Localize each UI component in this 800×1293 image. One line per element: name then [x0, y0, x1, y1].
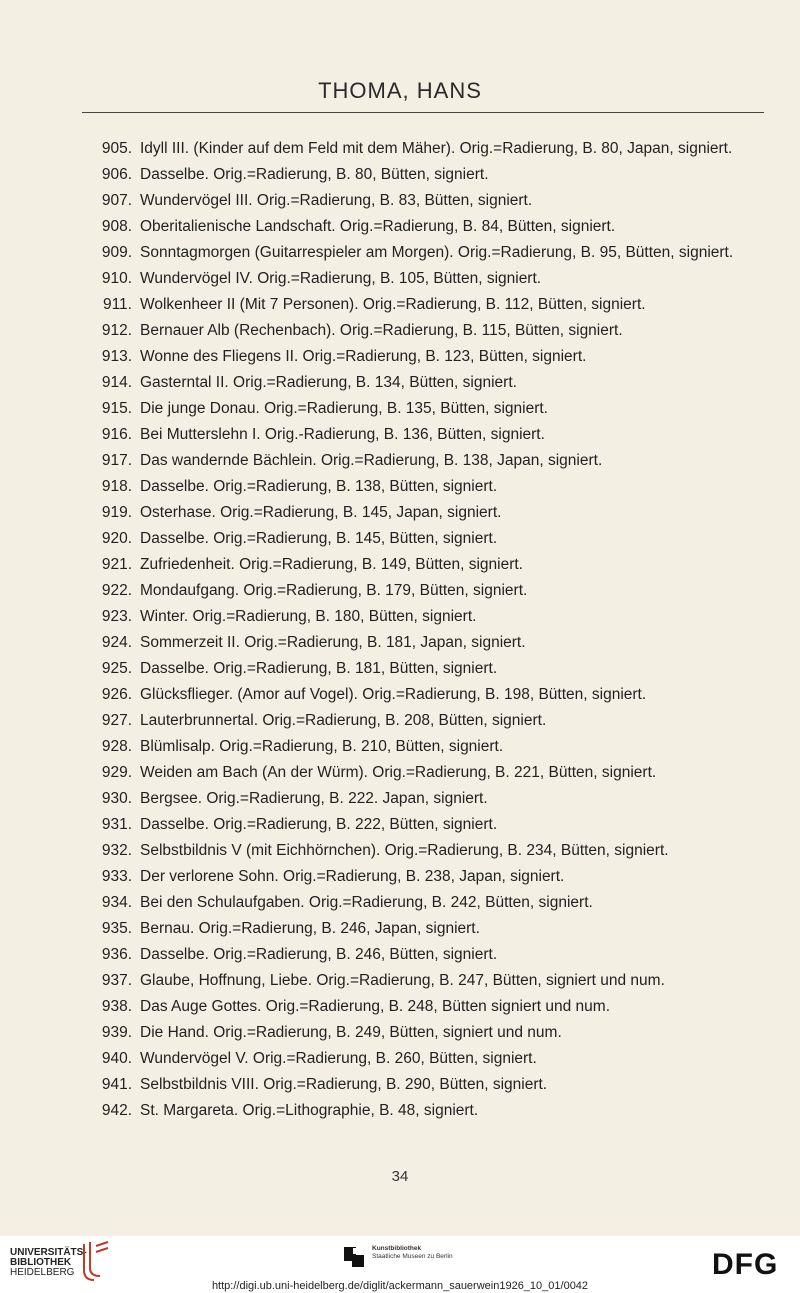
entry-text: Sommerzeit II. Orig.=Radierung, B. 181, Japan, signiert. [140, 634, 526, 651]
catalog-entry [88, 764, 770, 781]
catalog-entry [88, 140, 770, 157]
entry-text: Dasselbe. Orig.=Radierung, B. 138, Bütten, signiert. [140, 478, 498, 495]
entry-text: Wundervögel V. Orig.=Radierung, B. 260, Bütten, signiert. [140, 1050, 537, 1067]
entry-text: Wolkenheer II (Mit 7 Personen). Orig.=Radierung, B. 112, Bütten, signiert. [140, 296, 646, 313]
catalog-entry [88, 244, 770, 261]
kunstbibliothek-logo-icon [342, 1245, 366, 1269]
catalog-entry [88, 192, 770, 209]
entry-text: Bernau. Orig.=Radierung, B. 246, Japan, signiert. [140, 920, 480, 937]
entry-number: 927. [101, 712, 132, 729]
entry-text: Idyll III. (Kinder auf dem Feld mit dem Mäher). Orig.=Radierung, B. 80, Japan, signiert. [140, 140, 733, 157]
entry-text: Bergsee. Orig.=Radierung, B. 222. Japan, signiert. [140, 790, 488, 807]
catalog-entry [88, 1102, 770, 1119]
entry-number: 913. [101, 348, 132, 365]
catalog-entry [88, 322, 770, 339]
entry-text: Selbstbildnis VIII. Orig.=Radierung, B. 290, Bütten, signiert. [140, 1076, 548, 1093]
entry-text: Osterhase. Orig.=Radierung, B. 145, Japan, signiert. [140, 504, 502, 521]
entry-text: Der verlorene Sohn. Orig.=Radierung, B. 238, Japan, signiert. [140, 868, 565, 885]
catalog-entry [88, 348, 770, 365]
entry-text: Wundervögel IV. Orig.=Radierung, B. 105, Bütten, signiert. [140, 270, 542, 287]
entry-number: 905. [101, 140, 132, 157]
entry-text: Dasselbe. Orig.=Radierung, B. 80, Bütten, signiert. [140, 166, 489, 183]
entry-text: Selbstbildnis V (mit Eichhörnchen). Orig.=Radierung, B. 234, Bütten, signiert. [140, 842, 669, 859]
catalog-entry [88, 816, 770, 833]
catalog-entry [88, 504, 770, 521]
entry-number: 922. [101, 582, 132, 599]
catalog-entry [88, 790, 770, 807]
dfg-logo: DFG [712, 1248, 779, 1281]
catalog-entries [88, 140, 770, 1128]
catalog-entry [88, 530, 770, 547]
entry-number: 934. [101, 894, 132, 911]
catalog-entry [88, 426, 770, 443]
entry-number: 907. [101, 192, 132, 209]
entry-text: Glaube, Hoffnung, Liebe. Orig.=Radierung, B. 247, Bütten, signiert und num. [140, 972, 665, 989]
catalog-entry [88, 400, 770, 417]
entry-number: 915. [101, 400, 132, 417]
entry-number: 930. [101, 790, 132, 807]
entry-text: Das wandernde Bächlein. Orig.=Radierung, B. 138, Japan, signiert. [140, 452, 603, 469]
catalog-entry [88, 868, 770, 885]
entry-number: 908. [101, 218, 132, 235]
catalog-entry [88, 660, 770, 677]
entry-text: Die Hand. Orig.=Radierung, B. 249, Bütten, signiert und num. [140, 1024, 562, 1041]
page-header: THOMA, HANS [318, 78, 482, 103]
entry-number: 932. [101, 842, 132, 859]
source-url[interactable]: http://digi.ub.uni-heidelberg.de/diglit/ackermann_sauerwein1926_10_01/0042 [211, 1280, 589, 1292]
entry-text: Dasselbe. Orig.=Radierung, B. 181, Bütten, signiert. [140, 660, 498, 677]
entry-number: 919. [101, 504, 132, 521]
entry-number: 939. [101, 1024, 132, 1041]
catalog-entry [88, 166, 770, 183]
ub-heidelberg-label: UNIVERSITÄTS- BIBLIOTHEK HEIDELBERG [10, 1247, 87, 1278]
catalog-entry [88, 998, 770, 1015]
entry-number: 924. [101, 634, 132, 651]
page-number: 34 [391, 1168, 409, 1185]
catalog-entry [88, 452, 770, 469]
entry-text: Bernauer Alb (Rechenbach). Orig.=Radierung, B. 115, Bütten, signiert. [140, 322, 623, 339]
entry-number: 912. [101, 322, 132, 339]
catalog-entry [88, 686, 770, 703]
entry-number: 917. [101, 452, 132, 469]
entry-number: 942. [101, 1102, 132, 1119]
catalog-entry [88, 374, 770, 391]
entry-text: Weiden am Bach (An der Würm). Orig.=Radierung, B. 221, Bütten, signiert. [140, 764, 657, 781]
entry-text: St. Margareta. Orig.=Lithographie, B. 48, signiert. [140, 1102, 479, 1119]
catalog-entry [88, 972, 770, 989]
catalog-entry [88, 218, 770, 235]
entry-text: Dasselbe. Orig.=Radierung, B. 145, Bütten, signiert. [140, 530, 498, 547]
catalog-entry [88, 556, 770, 573]
entry-number: 931. [101, 816, 132, 833]
entry-number: 909. [101, 244, 132, 261]
catalog-entry [88, 894, 770, 911]
catalog-entry [88, 946, 770, 963]
entry-number: 925. [101, 660, 132, 677]
catalog-entry [88, 1076, 770, 1093]
kunstbibliothek-label: Kunstbibliothek Staatliche Museen zu Berlin [372, 1245, 453, 1260]
entry-number: 923. [101, 608, 132, 625]
catalog-entry [88, 1024, 770, 1041]
entry-text: Zufriedenheit. Orig.=Radierung, B. 149, Bütten, signiert. [140, 556, 523, 573]
catalog-entry [88, 478, 770, 495]
entry-text: Lauterbrunnertal. Orig.=Radierung, B. 208, Bütten, signiert. [140, 712, 547, 729]
entry-text: Die junge Donau. Orig.=Radierung, B. 135, Bütten, signiert. [140, 400, 548, 417]
entry-number: 937. [101, 972, 132, 989]
entry-number: 926. [101, 686, 132, 703]
entry-text: Bei den Schulaufgaben. Orig.=Radierung, B. 242, Bütten, signiert. [140, 894, 593, 911]
entry-text: Das Auge Gottes. Orig.=Radierung, B. 248, Bütten signiert und num. [140, 998, 611, 1015]
entry-text: Gasterntal II. Orig.=Radierung, B. 134, Bütten, signiert. [140, 374, 517, 391]
entry-number: 938. [101, 998, 132, 1015]
entry-number: 921. [101, 556, 132, 573]
entry-number: 936. [101, 946, 132, 963]
entry-number: 933. [101, 868, 132, 885]
entry-text: Wonne des Fliegens II. Orig.=Radierung, B. 123, Bütten, signiert. [140, 348, 587, 365]
entry-text: Mondaufgang. Orig.=Radierung, B. 179, Bütten, signiert. [140, 582, 528, 599]
catalog-entry [88, 738, 770, 755]
catalog-entry [88, 1050, 770, 1067]
entry-number: 941. [101, 1076, 132, 1093]
ub-heidelberg-logo-icon [80, 1240, 114, 1284]
entry-text: Glücksflieger. (Amor auf Vogel). Orig.=Radierung, B. 198, Bütten, signiert. [140, 686, 647, 703]
footer-bar [0, 1236, 800, 1293]
entry-text: Dasselbe. Orig.=Radierung, B. 246, Bütten, signiert. [140, 946, 498, 963]
entry-number: 918. [101, 478, 132, 495]
catalog-entry [88, 270, 770, 287]
entry-text: Dasselbe. Orig.=Radierung, B. 222, Bütten, signiert. [140, 816, 498, 833]
catalog-entry [88, 582, 770, 599]
entry-number: 914. [101, 374, 132, 391]
entry-text: Oberitalienische Landschaft. Orig.=Radierung, B. 84, Bütten, signiert. [140, 218, 616, 235]
header-rule [82, 112, 764, 113]
entry-text: Blümlisalp. Orig.=Radierung, B. 210, Bütten, signiert. [140, 738, 504, 755]
entry-number: 911. [102, 296, 132, 313]
entry-text: Winter. Orig.=Radierung, B. 180, Bütten, signiert. [140, 608, 477, 625]
entry-number: 935. [101, 920, 132, 937]
catalog-entry [88, 712, 770, 729]
entry-number: 920. [101, 530, 132, 547]
catalog-entry [88, 608, 770, 625]
entry-text: Bei Mutterslehn I. Orig.-Radierung, B. 136, Bütten, signiert. [140, 426, 545, 443]
entry-number: 928. [101, 738, 132, 755]
entry-text: Wundervögel III. Orig.=Radierung, B. 83, Bütten, signiert. [140, 192, 533, 209]
catalog-entry [88, 920, 770, 937]
catalog-entry [88, 296, 770, 313]
entry-text: Sonntagmorgen (Guitarrespieler am Morgen). Orig.=Radierung, B. 95, Bütten, signiert. [140, 244, 734, 261]
catalog-entry [88, 842, 770, 859]
entry-number: 906. [101, 166, 132, 183]
catalog-entry [88, 634, 770, 651]
entry-number: 916. [101, 426, 132, 443]
entry-number: 910. [101, 270, 132, 287]
entry-number: 929. [101, 764, 132, 781]
entry-number: 940. [101, 1050, 132, 1067]
